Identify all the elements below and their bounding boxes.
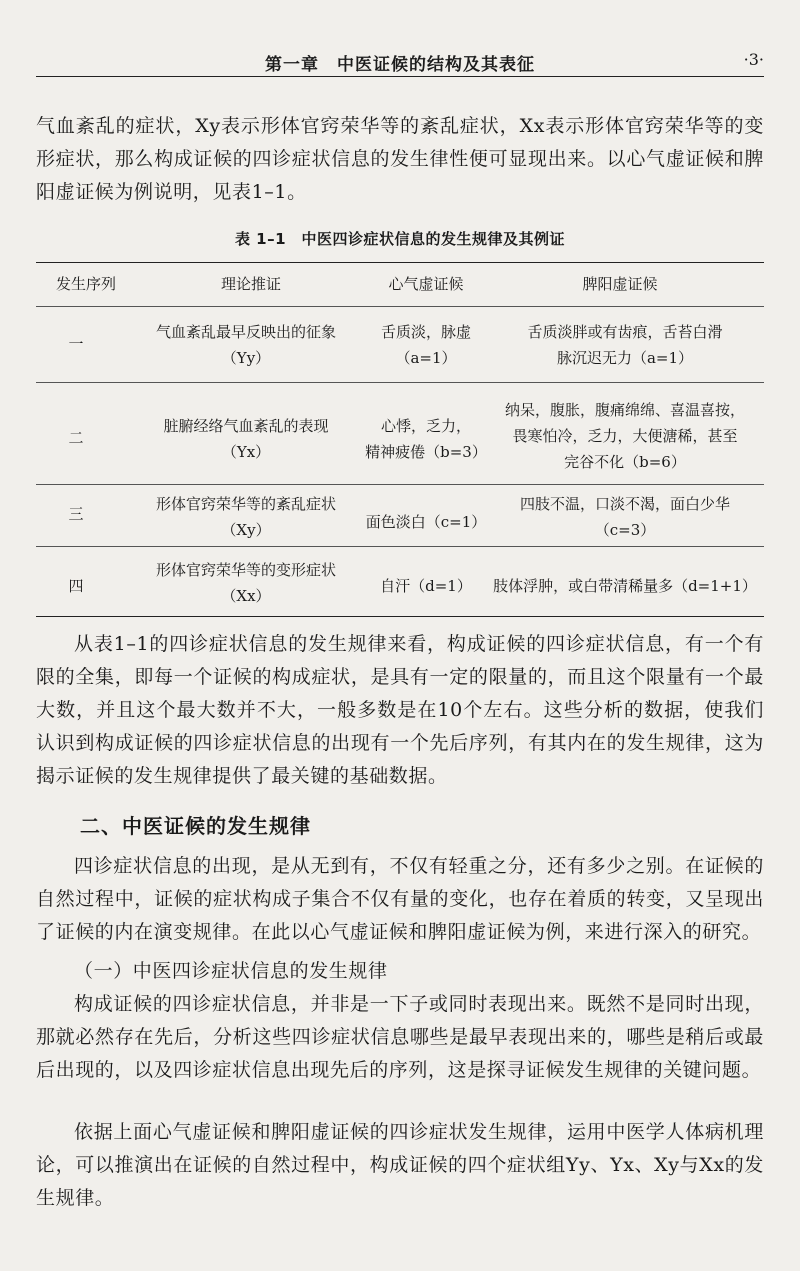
row-spleen-line2: 畏寒怕冷，乏力，大便溏稀，甚至	[512, 427, 738, 445]
row-theory: 气血紊乱最早反映出的征象	[155, 323, 336, 341]
row-heart-count: （a=1）	[395, 349, 457, 367]
page-header	[36, 46, 764, 77]
table-header-seq: 发生序列	[55, 275, 116, 293]
row-seq: 二	[68, 429, 84, 447]
row-theory-code: （Xx）	[221, 587, 271, 605]
row-seq: 三	[68, 505, 84, 523]
table-header-spleen-yang: 脾阳虚证候	[582, 275, 658, 293]
intro-paragraph: 气血紊乱的症状，Xy表示形体官窍荣华等的紊乱症状，Xx表示形体官窍荣华等的变形症状，那么构成证候的四诊症状信息的发生律性便可显现出来。以心气虚证候和脾阳虚证候为例说明，见表1–1。	[36, 115, 764, 203]
chapter-title: 第一章 中医证候的结构及其表征	[265, 55, 535, 75]
row-theory-code: （Yx）	[221, 443, 271, 461]
final-paragraph: 依据上面心气虚证候和脾阳虚证候的四诊症状发生规律，运用中医学人体病机理论，可以推演出在证候的自然过程中，构成证候的四个症状组Yy、Yx、Xy与Xx的发生规律。	[36, 1121, 764, 1209]
row-theory: 形体官窍荣华等的变形症状	[155, 561, 336, 579]
row-heart: 面色淡白（c=1）	[365, 513, 487, 531]
subsection-heading: （一）中医四诊症状信息的发生规律	[74, 960, 388, 982]
row-heart: 心悸，乏力，	[380, 417, 471, 435]
table-row-rule	[36, 484, 764, 485]
table-bottom-rule	[36, 616, 764, 617]
table-header-heart-qi: 心气虚证候	[388, 275, 464, 293]
page-number: ·3·	[743, 50, 764, 69]
row-spleen: 纳呆，腹胀，腹痛绵绵、喜温喜按，	[504, 401, 745, 419]
row-spleen-line2: （c=3）	[594, 521, 656, 539]
table-header-rule	[36, 306, 764, 307]
section-paragraph: 四诊症状信息的出现，是从无到有，不仅有轻重之分，还有多少之别。在证候的自然过程中，证候的症状构成子集合不仅有量的变化，也存在着质的转变，又呈现出了证候的内在演变规律。在此以心气虚证候和脾阳虚证候为例，来进行深入的研究。	[36, 855, 764, 943]
row-theory: 脏腑经络气血紊乱的表现	[163, 417, 329, 435]
row-heart: 舌质淡，脉虚	[380, 323, 471, 341]
paragraph-after-table: 从表1–1的四诊症状信息的发生规律来看，构成证候的四诊症状信息，有一个有限的全集，即每一个证候的构成症状，是具有一定的限量的，而且这个限量有一个最大数，并且这个最大数并不大，一般多数是在10个左右。这些分析的数据，使我们认识到构成证候的四诊症状信息的出现有一个先后序列，有其内在的发生规律，这为揭示证候的发生规律提供了最关键的基础数据。	[36, 633, 764, 787]
row-theory-code: （Yy）	[221, 349, 271, 367]
row-spleen: 肢体浮肿，或白带清稀量多（d=1+1）	[493, 577, 757, 595]
row-spleen: 四肢不温，口淡不渴，面白少华	[519, 495, 730, 513]
row-spleen-line2: 脉沉迟无力（a=1）	[556, 349, 694, 367]
table-row-rule	[36, 546, 764, 547]
row-theory: 形体官窍荣华等的紊乱症状	[155, 495, 336, 513]
table-top-rule	[36, 262, 764, 263]
subsection-paragraph: 构成证候的四诊症状信息，并非是一下子或同时表现出来。既然不是同时出现，那就必然存在先后，分析这些四诊症状信息哪些是最早表现出来的，哪些是稍后或最后出现的，以及四诊症状信息出现先后的序列，这是探寻证候发生规律的关键问题。	[36, 993, 764, 1081]
row-seq: 一	[68, 335, 84, 353]
row-seq: 四	[68, 577, 84, 595]
row-theory-code: （Xy）	[221, 521, 271, 539]
row-heart-count: 精神疲倦（b=3）	[365, 443, 487, 461]
table-title: 表 1–1 中医四诊症状信息的发生规律及其例证	[234, 230, 566, 248]
row-spleen-line3: 完谷不化（b=6）	[564, 453, 686, 471]
section-heading: 二、中医证候的发生规律	[80, 814, 311, 838]
table-row-rule	[36, 382, 764, 383]
table-header-theory: 理论推证	[220, 275, 281, 293]
row-spleen: 舌质淡胖或有齿痕，舌苔白滑	[527, 323, 723, 341]
row-heart: 自汗（d=1）	[380, 577, 472, 595]
